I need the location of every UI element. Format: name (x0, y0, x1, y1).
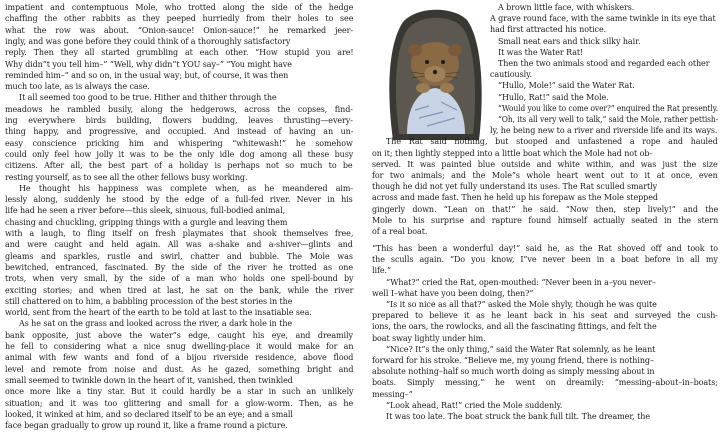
text-line: chaffing the other rabbits as they peeped hurriedly from their holes to see (5, 14, 354, 24)
text-line: he fell to considering what a nice snug dwelling-place it would make for an (5, 342, 354, 351)
text-line: prepared to believe it as he leant back in his seat and surveyed the cush- (372, 311, 718, 321)
text-line: “Hullo, Mole!” said the Water Rat. (498, 81, 635, 91)
text-line: bank opposite, just above the water”s edge, caught his eye, and dreamily (5, 330, 353, 340)
text-line: “Hullo, Rat!” said the Mole. (498, 92, 609, 102)
text-line: citizens. After all, the best part of a holiday is perhaps not so much to be (5, 161, 353, 171)
text-line: It was too late. The boat struck the bank full tilt. The dreamer, the (386, 412, 650, 421)
text-line: thing happy, and progressive, and occupied. And instead of having an un- (5, 127, 354, 137)
text-line: The Rat said nothing, but stooped and unfastened a rope and hauled (386, 137, 718, 147)
text-line: Why didn”t you tell him–” “Well, why didn”t YOU say–” “You might have (5, 59, 292, 69)
text-line: served. It was painted blue outside and white within, and was just the size (372, 159, 718, 169)
text-line: cautiously. (490, 70, 532, 80)
text-line: looked, it winked at him, and so declared itself to be an eye; and a small (5, 409, 293, 419)
text-line: of a real boat. (372, 227, 428, 236)
text-line: what the row was about. “Onion-sauce! Onion-sauce!” he remarked jeer- (5, 25, 354, 35)
text-line: still chattered on to him, a babbling procession of the best stories in the (5, 296, 293, 306)
text-line: “What?” cried the Rat, open-mouthed: “Never been in a–you never– (386, 277, 656, 287)
text-line: reminded him–” and so on, in the usual way; but, of course, it was then (5, 70, 289, 80)
text-line: could only feel how jolly it was to be the only idle dog among all these busy (5, 149, 354, 159)
text-line: “Would you like to come over?” enquired the Rat presently. (498, 103, 719, 113)
text-line: ing everywhere birds building, flowers budding, leaves thrusting—every- (5, 116, 353, 125)
text-line: A grave round face, with the same twinkle in its eye that (490, 14, 716, 24)
text-line: though he did not yet fully understand its uses. The Rat sculled smartly (372, 182, 658, 192)
text-line: for two animals; and the Mole”s whole heart went out to it at once, even (372, 171, 718, 180)
text-line: ingly, and was gone before they could think of a thoroughly satisfactory (5, 36, 291, 46)
text-line: Mole to his surprise and rapture found himself actually seated in the stern (372, 215, 719, 225)
text-line: “Oh, its all very well to talk,” said the Mole, rather pettish- (498, 115, 719, 124)
text-line: animal with few wants and fond of a bijou riverside residence, above flood (5, 353, 354, 363)
text-line: It all seemed too good to be true. Hither and thither through the (19, 93, 277, 103)
text-line: life.” (372, 266, 391, 276)
text-line: It was the Water Rat! (498, 47, 584, 57)
text-line: boats. Simply messing,” he went on dreamily: “messing–about–in–boats; (372, 378, 718, 388)
text-line: As he sat on the grass and looked across the river, a dark hole in the (19, 319, 293, 329)
text-line: boat sway lightly under him. (372, 333, 486, 343)
text-line: exciting stories; and when tired at last, he sat on the bank, while the river (5, 285, 354, 295)
text-line: on it; then lightly stepped into a little boat which the Mole had not ob- (372, 148, 653, 158)
text-line: reply. Then they all started grumbling at each other. “How stupid you are! (5, 48, 354, 58)
text-line: forward for his stroke. “Believe me, my young friend, there is nothing– (372, 356, 654, 365)
text-line: with a laugh, to fling itself on fresh playmates that shook themselves free, (5, 229, 354, 238)
text-line: “Nice? It”s the only thing,” said the Water Rat solemnly, as he leant (386, 344, 656, 354)
text-line: world, sent from the heart of the earth to be told at last to the insatiable sea. (5, 308, 312, 318)
text-line: and were caught and held again. All was a-shake and a-shiver—glints and (5, 240, 353, 250)
text-line: face began gradually to grow up round it, like a frame round a picture. (5, 421, 288, 431)
text-line: level and remote from noise and dust. As he gazed, something bright and (5, 364, 354, 374)
text-line: “Look ahead, Rat!” cried the Mole suddenly. (386, 400, 563, 410)
text-line: meadows he rambled busily, along the hedgerows, across the copses, find- (5, 104, 353, 114)
water-rat-illustration (385, 6, 485, 144)
text-line: chasing and chuckling, gripping things with a gurgle and leaving them (5, 217, 288, 227)
text-line: ly, he being new to a river and riverside life and its ways. (490, 126, 718, 136)
text-line: resting yourself, as to see all the other fellows busy working. (5, 172, 248, 182)
text-line: impatient and contemptuous Mole, who trotted along the side of the hedge (5, 3, 354, 12)
text-line: life had he seen a river before—this sleek, sinuous, full-bodied animal, (5, 206, 286, 216)
text-line: had first attracted his notice. (490, 25, 607, 35)
text-line: absolute nothing–half so much worth doing as simply messing about in (372, 367, 655, 377)
text-line: “This has been a wonderful day!” said he, as the Rat shoved off and took to (372, 244, 718, 253)
text-line: messing–” (372, 389, 413, 399)
text-line: across and made fast. Then he held up his forepaw as the Mole stepped (372, 193, 658, 203)
text-line: bewitched, entranced, fascinated. By the side of the river he trotted as one (5, 262, 354, 272)
text-line: trots, when very small, by the side of a man who holds one spell-bound by (5, 274, 354, 284)
text-line: lessly along, suddenly he stood by the edge of a full-fed river. Never in his (5, 195, 353, 205)
text-line: gleams and sparkles, rustle and swirl, chatter and bubble. The Mole was (5, 251, 353, 261)
text-line: much too late, as is always the case. (5, 82, 150, 92)
text-line: well I–what have you been doing, then?” (372, 288, 534, 298)
text-line: ions, the oars, the rowlocks, and all the fascinating fittings, and felt the (372, 322, 657, 332)
text-line: He thought his happiness was complete when, as he meandered aim- (19, 183, 354, 193)
text-line: situation; and it was too glittering and small for a glow-worm. Then, as he (5, 398, 354, 408)
text-line: A brown little face, with whiskers. (498, 3, 635, 12)
text-line: small seemed to twinkle down in the heart of it, vanished, then twinkled (5, 375, 293, 385)
text-line: easy conscience pricking him and whispering “whitewash!” he somehow (5, 138, 353, 148)
text-line: once more like a tiny star. But it could hardly be a star in such an unlikely (5, 387, 354, 397)
text-line: gingerly down. “Lean on that!” he said. “Now then, step lively!” and the (372, 204, 719, 214)
text-line: Then the two animals stood and regarded each other (498, 59, 710, 68)
text-line: Small neat ears and thick silky hair. (498, 36, 641, 46)
text-line: “Is it so nice as all that?” asked the Mole shyly, though he was quite (386, 300, 657, 309)
text-line: the sculls again. “Do you know, I”ve never been in a boat before in all my (372, 255, 718, 265)
